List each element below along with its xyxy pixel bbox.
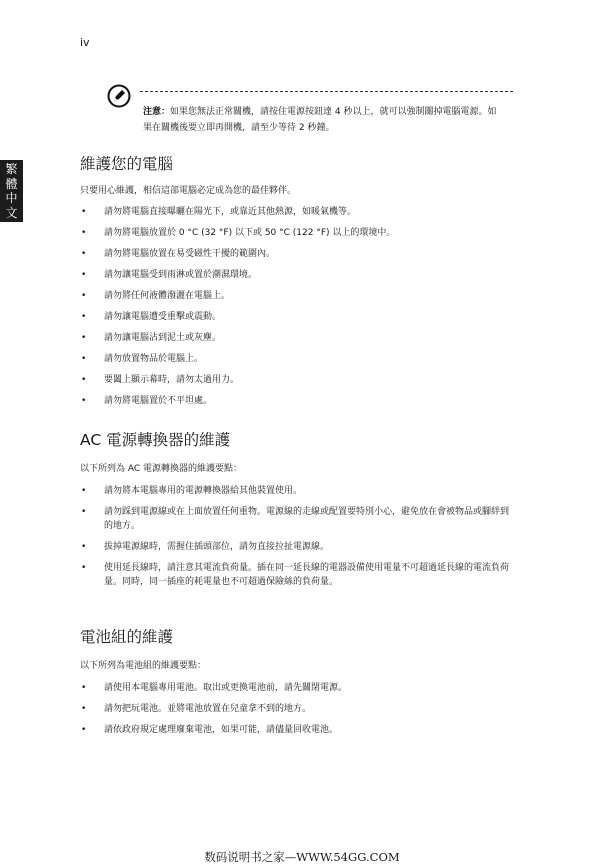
language-tab-char: 中	[5, 191, 18, 205]
list-item: • 使用延長線時，請注意其電流負荷量。插在同一延長線的電器設備使用電量不可超過延長線的電流負荷量。同時，同一插座的耗電量也不可超過保險絲的負荷量。	[80, 561, 510, 589]
list-item: • 拔掉電源線時，需握住插頭部位，請勿直接拉扯電源線。	[80, 540, 510, 554]
list-item: • 請勿將電腦置於不平坦處。	[80, 394, 510, 408]
list-item: • 請勿讓電腦遭受重擊或震動。	[80, 310, 510, 324]
list-item: • 請勿將電腦直接曝曬在陽光下，或靠近其他熱源，如暖氣機等。	[80, 205, 510, 219]
list-item: • 請勿放置物品於電腦上。	[80, 352, 510, 366]
section-title: 維護您的電腦	[80, 155, 174, 173]
section-title: AC 電源轉換器的維護	[80, 431, 231, 449]
language-tab-char: 體	[5, 176, 18, 191]
note-block	[143, 104, 503, 136]
note-pen-icon	[107, 84, 131, 108]
note-divider	[140, 91, 513, 92]
page-number: iv	[80, 36, 90, 49]
list-item: • 請使用本電腦專用電池。取出或更換電池前，請先關閉電源。	[80, 681, 510, 695]
section-computer-care	[80, 154, 510, 408]
note-label: 注意：	[143, 107, 171, 117]
language-tab	[0, 160, 23, 222]
section-intro: 以下所列為 AC 電源轉換器的維護要點：	[80, 464, 243, 474]
section-intro: 只要用心維護，相信這部電腦必定成為您的最佳夥伴。	[80, 186, 297, 196]
list-item: • 請勿把玩電池。並將電池放置在兒童拿不到的地方。	[80, 702, 510, 716]
list-item: • 要闔上顯示幕時，請勿太過用力。	[80, 373, 510, 387]
watermark: 数码说明书之家—WWW.54GG.COM	[204, 850, 400, 864]
list-item: • 請勿將任何液體潑灑在電腦上。	[80, 289, 510, 303]
list-item: • 請勿將電腦放置在易受磁性干擾的範圍內。	[80, 247, 510, 261]
list-item: • 請勿將本電腦專用的電源轉換器給其他裝置使用。	[80, 484, 510, 498]
language-tab-char: 繁	[5, 162, 18, 176]
list-item: • 請勿讓電腦沾到泥土或灰塵。	[80, 331, 510, 345]
section-ac-adapter-care	[80, 430, 510, 589]
list-item: • 請勿讓電腦受到雨淋或置於潮濕環境。	[80, 268, 510, 282]
section-battery-care	[80, 627, 510, 737]
language-tab-char: 文	[5, 205, 18, 220]
list-item: • 請依政府規定處理廢棄電池，如果可能，請儘量回收電池。	[80, 723, 510, 737]
section-intro: 以下所列為電池組的維護要點：	[80, 661, 207, 671]
list-item: • 請勿踩到電源線或在上面放置任何重物。電源線的走線或配置要特別小心，避免放在會被物品或腳絆到的地方。	[80, 505, 510, 533]
list-item: • 請勿將電腦放置於 0 °C (32 °F) 以下或 50 °C (122 °F) 以上的環境中。	[80, 226, 510, 240]
note-text: 如果您無法正常關機，請按住電源按鈕達 4 秒以上，就可以強制關掉電腦電源。如果在關機後要立即再開機，請至少等待 2 秒鐘。	[143, 107, 497, 133]
section-title: 電池組的維護	[80, 628, 174, 646]
